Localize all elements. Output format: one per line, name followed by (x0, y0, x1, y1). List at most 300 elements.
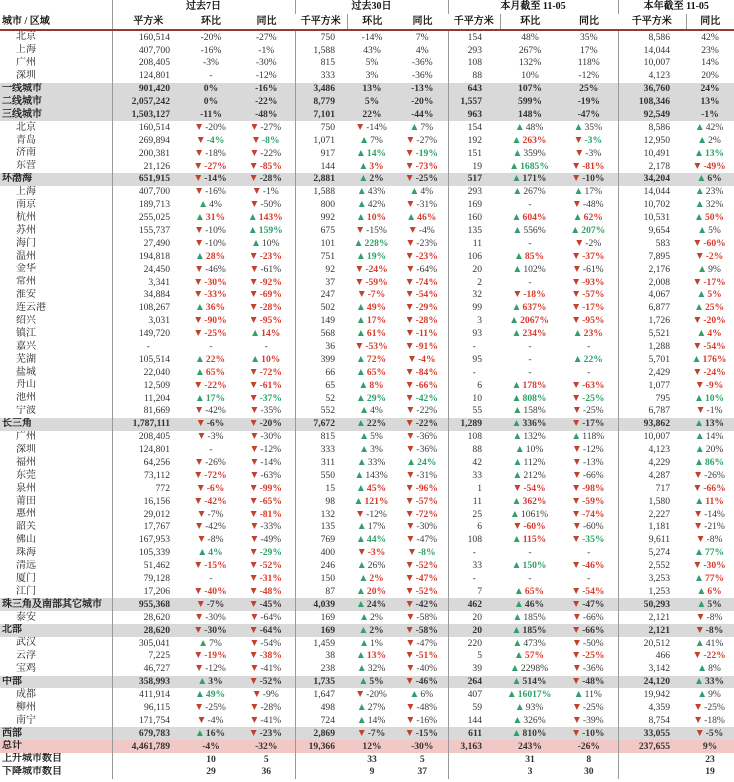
value-cell (347, 676, 397, 689)
value-cell: 815 (320, 57, 336, 69)
value-cell (184, 560, 238, 573)
row-label: 南京 (0, 199, 112, 212)
up-arrow-icon: ▲ (196, 353, 203, 363)
table-row (0, 30, 734, 44)
up-arrow-icon: ▲ (515, 585, 522, 595)
up-arrow-icon: ▲ (513, 302, 520, 312)
row-label: 广州 (0, 431, 112, 444)
percent-value: 326% (523, 714, 546, 726)
down-arrow-icon: ▼ (195, 379, 202, 389)
table-row (0, 676, 734, 689)
down-arrow-icon: ▼ (573, 701, 580, 711)
percent-value: 5% (707, 289, 722, 301)
value-cell (397, 676, 448, 689)
percent-value: -54% (703, 341, 726, 353)
percent-value: -30% (204, 624, 227, 636)
value-cell (184, 418, 238, 431)
row-label: 绍兴 (0, 315, 112, 328)
percent-value: 143% (365, 469, 388, 481)
up-arrow-icon: ▲ (514, 405, 521, 415)
value-cell: 20% (701, 70, 719, 82)
percent-value: -72% (415, 508, 438, 520)
percent-value: -11% (415, 328, 438, 340)
percent-value: -37% (259, 392, 282, 404)
value-cell: 22% (347, 108, 397, 121)
percent-value: 121% (364, 495, 389, 507)
percent-value: -58% (415, 624, 438, 636)
up-arrow-icon: ▲ (514, 714, 521, 724)
down-arrow-icon: ▼ (406, 392, 413, 402)
percent-value: -36% (416, 444, 438, 456)
value-cell: 17,206 (143, 585, 170, 597)
value-cell (347, 392, 397, 405)
value-cell: 19 (472, 160, 483, 172)
down-arrow-icon: ▼ (251, 714, 258, 724)
value-cell: 7 (477, 585, 483, 597)
value-cell: - (560, 340, 618, 353)
up-arrow-icon: ▲ (357, 212, 364, 222)
percent-value: 28% (205, 250, 226, 262)
value-cell (500, 250, 560, 263)
value-cell: 2,552 (648, 560, 671, 572)
down-arrow-icon: ▼ (356, 263, 363, 273)
value-cell: 583 (655, 237, 671, 249)
up-arrow-icon: ▲ (514, 147, 521, 157)
value-cell (238, 418, 295, 431)
up-arrow-icon: ▲ (357, 366, 364, 376)
percent-value: 2067% (520, 315, 549, 327)
row-label: 惠州 (0, 508, 112, 521)
value-cell: - (146, 341, 150, 353)
down-arrow-icon: ▼ (695, 508, 702, 518)
percent-value: 6% (420, 689, 434, 701)
down-arrow-icon: ▼ (514, 482, 521, 492)
value-cell: -3% (203, 57, 219, 69)
up-arrow-icon: ▲ (360, 379, 367, 389)
value-cell (184, 289, 238, 302)
up-arrow-icon: ▲ (361, 637, 368, 647)
percent-value: -14% (260, 457, 282, 469)
percent-value: -47% (416, 534, 438, 546)
value-cell (397, 663, 448, 676)
value-cell (397, 302, 448, 315)
percent-value: -35% (260, 405, 282, 417)
value-cell (560, 650, 618, 663)
percent-value: 2% (708, 134, 721, 146)
percent-value: -61% (259, 379, 282, 391)
percent-value: -54% (415, 289, 438, 301)
value-cell (686, 237, 734, 250)
value-cell (397, 495, 448, 508)
value-cell: 108 (467, 431, 483, 443)
value-cell (500, 263, 560, 276)
percent-value: 42% (705, 121, 724, 133)
value-cell (347, 340, 397, 353)
percent-value: -90% (204, 315, 227, 327)
down-arrow-icon: ▼ (406, 147, 413, 157)
value-cell: 160 (467, 212, 483, 224)
value-cell (184, 676, 238, 689)
percent-value: -22% (260, 147, 282, 159)
percent-value: -42% (205, 521, 226, 533)
value-cell: 5,274 (648, 547, 671, 559)
down-arrow-icon: ▼ (406, 276, 413, 286)
down-arrow-icon: ▼ (573, 315, 580, 325)
value-cell: 11,204 (143, 392, 170, 404)
percent-value: 4% (707, 328, 722, 340)
value-cell: 36,760 (618, 83, 686, 96)
value-cell: 88 (472, 70, 483, 82)
percent-value: 212% (523, 469, 546, 481)
up-arrow-icon: ▲ (696, 431, 703, 441)
down-arrow-icon: ▼ (697, 534, 704, 544)
value-cell (397, 211, 448, 224)
value-cell (500, 650, 560, 663)
down-arrow-icon: ▼ (573, 560, 580, 570)
value-cell (184, 186, 238, 199)
percent-value: 13% (366, 650, 387, 662)
percent-value: -14% (366, 121, 387, 133)
value-cell: 407 (467, 689, 483, 701)
table-row (0, 482, 734, 495)
value-cell (238, 624, 295, 637)
percent-value: -25% (582, 392, 605, 404)
value-cell (347, 366, 397, 379)
percent-value: -20% (205, 121, 226, 133)
value-cell (686, 663, 734, 676)
percent-value: -22% (204, 379, 227, 391)
column-group-header: 过去30日 (295, 0, 448, 14)
percent-value: -64% (260, 611, 282, 623)
percent-value: -66% (582, 624, 605, 636)
value-cell (397, 727, 448, 740)
value-cell: 3 (527, 766, 533, 778)
percent-value: 5% (707, 598, 722, 610)
row-label: 深圳 (0, 70, 112, 83)
percent-value: 473% (523, 637, 546, 649)
row-label: 总计 (0, 740, 112, 753)
value-cell (686, 199, 734, 212)
value-cell: 11 (472, 237, 483, 249)
percent-value: -74% (582, 508, 605, 520)
value-cell (347, 302, 397, 315)
percent-value: 267% (523, 186, 546, 198)
up-arrow-icon: ▲ (574, 212, 581, 222)
percent-value: 41% (705, 637, 724, 649)
value-cell (686, 147, 734, 160)
value-cell: 88 (472, 444, 483, 456)
value-cell (500, 431, 560, 444)
down-arrow-icon: ▼ (573, 676, 580, 686)
value-cell: 724 (320, 714, 336, 726)
value-cell: 293 (467, 44, 483, 56)
value-cell (500, 482, 560, 495)
percent-value: -10% (205, 237, 226, 249)
percent-value: -66% (415, 379, 438, 391)
value-cell (238, 688, 295, 701)
value-cell (397, 534, 448, 547)
up-arrow-icon: ▲ (408, 212, 415, 222)
value-cell (500, 327, 560, 340)
value-cell: 36 (325, 341, 336, 353)
value-cell: -19% (560, 95, 618, 108)
row-label: 常州 (0, 276, 112, 289)
value-cell (295, 766, 347, 779)
table-row (0, 186, 734, 199)
percent-value: 7% (370, 134, 383, 146)
value-cell (560, 701, 618, 714)
down-arrow-icon: ▼ (251, 521, 258, 531)
percent-value: 17% (584, 186, 603, 198)
value-cell: -27% (238, 30, 295, 44)
value-cell: 7,895 (648, 250, 671, 262)
value-cell: 2,227 (648, 508, 671, 520)
down-arrow-icon: ▼ (573, 199, 580, 209)
value-cell: 10,491 (643, 147, 671, 159)
percent-value: 10% (525, 444, 544, 456)
up-arrow-icon: ▲ (357, 585, 364, 595)
value-cell (500, 469, 560, 482)
down-arrow-icon: ▼ (251, 534, 258, 544)
percent-value: -14% (204, 173, 227, 185)
value-cell (238, 315, 295, 328)
value-cell (686, 611, 734, 624)
percent-value: 1061% (520, 508, 549, 520)
value-cell: 43% (363, 44, 381, 56)
down-arrow-icon: ▼ (250, 727, 257, 737)
value-cell (238, 147, 295, 160)
value-cell: 1,580 (648, 495, 671, 507)
row-label: 北京 (0, 30, 112, 44)
value-cell: 311 (320, 457, 336, 469)
up-arrow-icon: ▲ (361, 431, 368, 441)
value-cell (560, 456, 618, 469)
down-arrow-icon: ▼ (197, 598, 204, 608)
row-label: 广州 (0, 57, 112, 70)
value-cell (500, 173, 560, 186)
value-cell: 154 (467, 121, 483, 133)
up-arrow-icon: ▲ (357, 328, 364, 338)
value-cell: 42% (701, 31, 719, 43)
value-cell (238, 186, 295, 199)
value-cell (397, 276, 448, 289)
down-arrow-icon: ▼ (198, 431, 205, 441)
value-cell: 1,181 (648, 521, 671, 533)
value-cell (347, 650, 397, 663)
value-cell: 87 (325, 585, 336, 597)
percent-value: -7% (367, 289, 386, 301)
row-label: 东莞 (0, 469, 112, 482)
row-label: 上海 (0, 186, 112, 199)
percent-value: -1% (262, 186, 279, 198)
value-cell (397, 637, 448, 650)
percent-value: -14% (704, 508, 725, 520)
value-cell: 4,123 (648, 70, 671, 82)
down-arrow-icon: ▼ (573, 444, 580, 454)
table-row (0, 173, 734, 186)
value-cell (686, 392, 734, 405)
down-arrow-icon: ▼ (573, 418, 580, 428)
value-cell: -1% (686, 108, 734, 121)
down-arrow-icon: ▼ (251, 469, 258, 479)
value-cell (347, 147, 397, 160)
percent-value: 5% (708, 225, 721, 236)
down-arrow-icon: ▼ (694, 341, 701, 351)
value-cell (238, 353, 295, 366)
percent-value: 13% (704, 418, 725, 430)
value-cell (184, 276, 238, 289)
value-cell (686, 714, 734, 727)
value-cell: 10,007 (643, 431, 671, 443)
value-cell: -36% (397, 70, 448, 83)
value-cell: -44% (397, 108, 448, 121)
value-cell (347, 173, 397, 186)
value-cell (500, 315, 560, 328)
value-cell (686, 521, 734, 534)
down-arrow-icon: ▼ (573, 534, 580, 544)
value-cell: 52 (325, 392, 336, 404)
value-cell (686, 302, 734, 315)
value-cell (500, 495, 560, 508)
percent-value: -4% (418, 225, 435, 236)
value-cell (686, 340, 734, 353)
table-row (0, 495, 734, 508)
column-header: 千平方米 (295, 14, 347, 30)
value-cell (238, 534, 295, 547)
percent-value: -54% (523, 482, 546, 494)
percent-value: -27% (260, 121, 282, 133)
value-cell (347, 547, 397, 560)
percent-value: -30% (204, 276, 227, 288)
value-cell: 3% (365, 70, 379, 82)
value-cell (184, 263, 238, 276)
down-arrow-icon: ▼ (195, 276, 202, 286)
value-cell (500, 521, 560, 534)
percent-value: -5% (705, 727, 724, 739)
percent-value: -27% (204, 160, 227, 172)
percent-value: 44% (366, 534, 387, 546)
up-arrow-icon: ▲ (411, 121, 418, 131)
value-cell (397, 340, 448, 353)
value-cell (347, 418, 397, 431)
value-cell: 108 (467, 57, 483, 69)
percent-value: -30% (703, 560, 726, 572)
percent-value: 32% (367, 663, 386, 675)
value-cell (500, 508, 560, 521)
percent-value: 49% (205, 689, 226, 701)
down-arrow-icon: ▼ (406, 173, 413, 183)
percent-value: -19% (204, 650, 227, 662)
percent-value: 185% (523, 611, 546, 623)
value-cell: 9% (686, 740, 734, 753)
down-arrow-icon: ▼ (251, 405, 258, 415)
down-arrow-icon: ▼ (250, 598, 257, 608)
down-arrow-icon: ▼ (406, 624, 413, 634)
percent-value: -33% (204, 289, 227, 301)
value-cell (686, 560, 734, 573)
value-cell: 4,123 (648, 444, 671, 456)
down-arrow-icon: ▼ (195, 495, 202, 505)
percent-value: -61% (260, 263, 282, 275)
percent-value: 10% (261, 237, 280, 249)
row-label: 上升城市数目 (0, 753, 112, 766)
percent-value: 42% (367, 199, 386, 211)
row-label: 杭州 (0, 211, 112, 224)
row-label: 南宁 (0, 714, 112, 727)
value-cell: 1,647 (313, 689, 336, 701)
value-cell: 101 (320, 237, 336, 249)
value-cell: 769 (320, 534, 336, 546)
value-cell (184, 147, 238, 160)
value-cell: 93,862 (618, 418, 686, 431)
value-cell: 118% (560, 57, 618, 70)
percent-value: 13% (704, 147, 725, 159)
down-arrow-icon: ▼ (195, 624, 202, 634)
value-cell (347, 405, 397, 418)
corner-spacer (0, 0, 112, 14)
percent-value: 65% (524, 585, 545, 597)
percent-value: -42% (415, 392, 438, 404)
up-arrow-icon: ▲ (356, 469, 363, 479)
percent-value: -58% (416, 611, 438, 623)
value-cell: 466 (655, 650, 671, 662)
percent-value: 32% (705, 199, 724, 211)
value-cell (560, 482, 618, 495)
value-cell (184, 547, 238, 560)
down-arrow-icon: ▼ (573, 276, 580, 286)
value-cell: - (238, 340, 295, 353)
value-cell (686, 186, 734, 199)
value-cell (397, 508, 448, 521)
value-cell: 3,253 (648, 573, 671, 585)
value-cell (618, 766, 686, 779)
value-cell (397, 186, 448, 199)
table-row (0, 160, 734, 173)
value-cell: - (472, 341, 476, 353)
up-arrow-icon: ▲ (357, 315, 364, 325)
value-cell: 5,701 (648, 353, 671, 365)
value-cell (560, 637, 618, 650)
value-cell: 6,787 (648, 405, 671, 417)
row-label: 一线城市 (0, 83, 112, 96)
percent-value: 263% (522, 134, 547, 146)
value-cell (560, 663, 618, 676)
down-arrow-icon: ▼ (250, 547, 257, 557)
row-label: 苏州 (0, 224, 112, 237)
value-cell (560, 134, 618, 147)
down-arrow-icon: ▼ (695, 521, 702, 531)
value-cell: 59 (472, 701, 483, 713)
down-arrow-icon: ▼ (195, 560, 202, 570)
table-row (0, 289, 734, 302)
value-cell (238, 727, 295, 740)
percent-value: 5% (370, 431, 383, 443)
value-cell: 6,877 (648, 302, 671, 314)
up-arrow-icon: ▲ (696, 444, 703, 454)
down-arrow-icon: ▼ (697, 611, 704, 621)
percent-value: 16017% (517, 689, 552, 701)
value-cell: 679,783 (112, 727, 184, 740)
down-arrow-icon: ▼ (406, 315, 413, 325)
value-cell: 5 (477, 650, 483, 662)
value-cell (397, 469, 448, 482)
value-cell (500, 663, 560, 676)
down-arrow-icon: ▼ (357, 121, 364, 131)
percent-value: -48% (259, 585, 282, 597)
percent-value: 1685% (520, 160, 549, 172)
percent-value: -29% (259, 547, 282, 559)
value-cell: - (528, 276, 532, 288)
